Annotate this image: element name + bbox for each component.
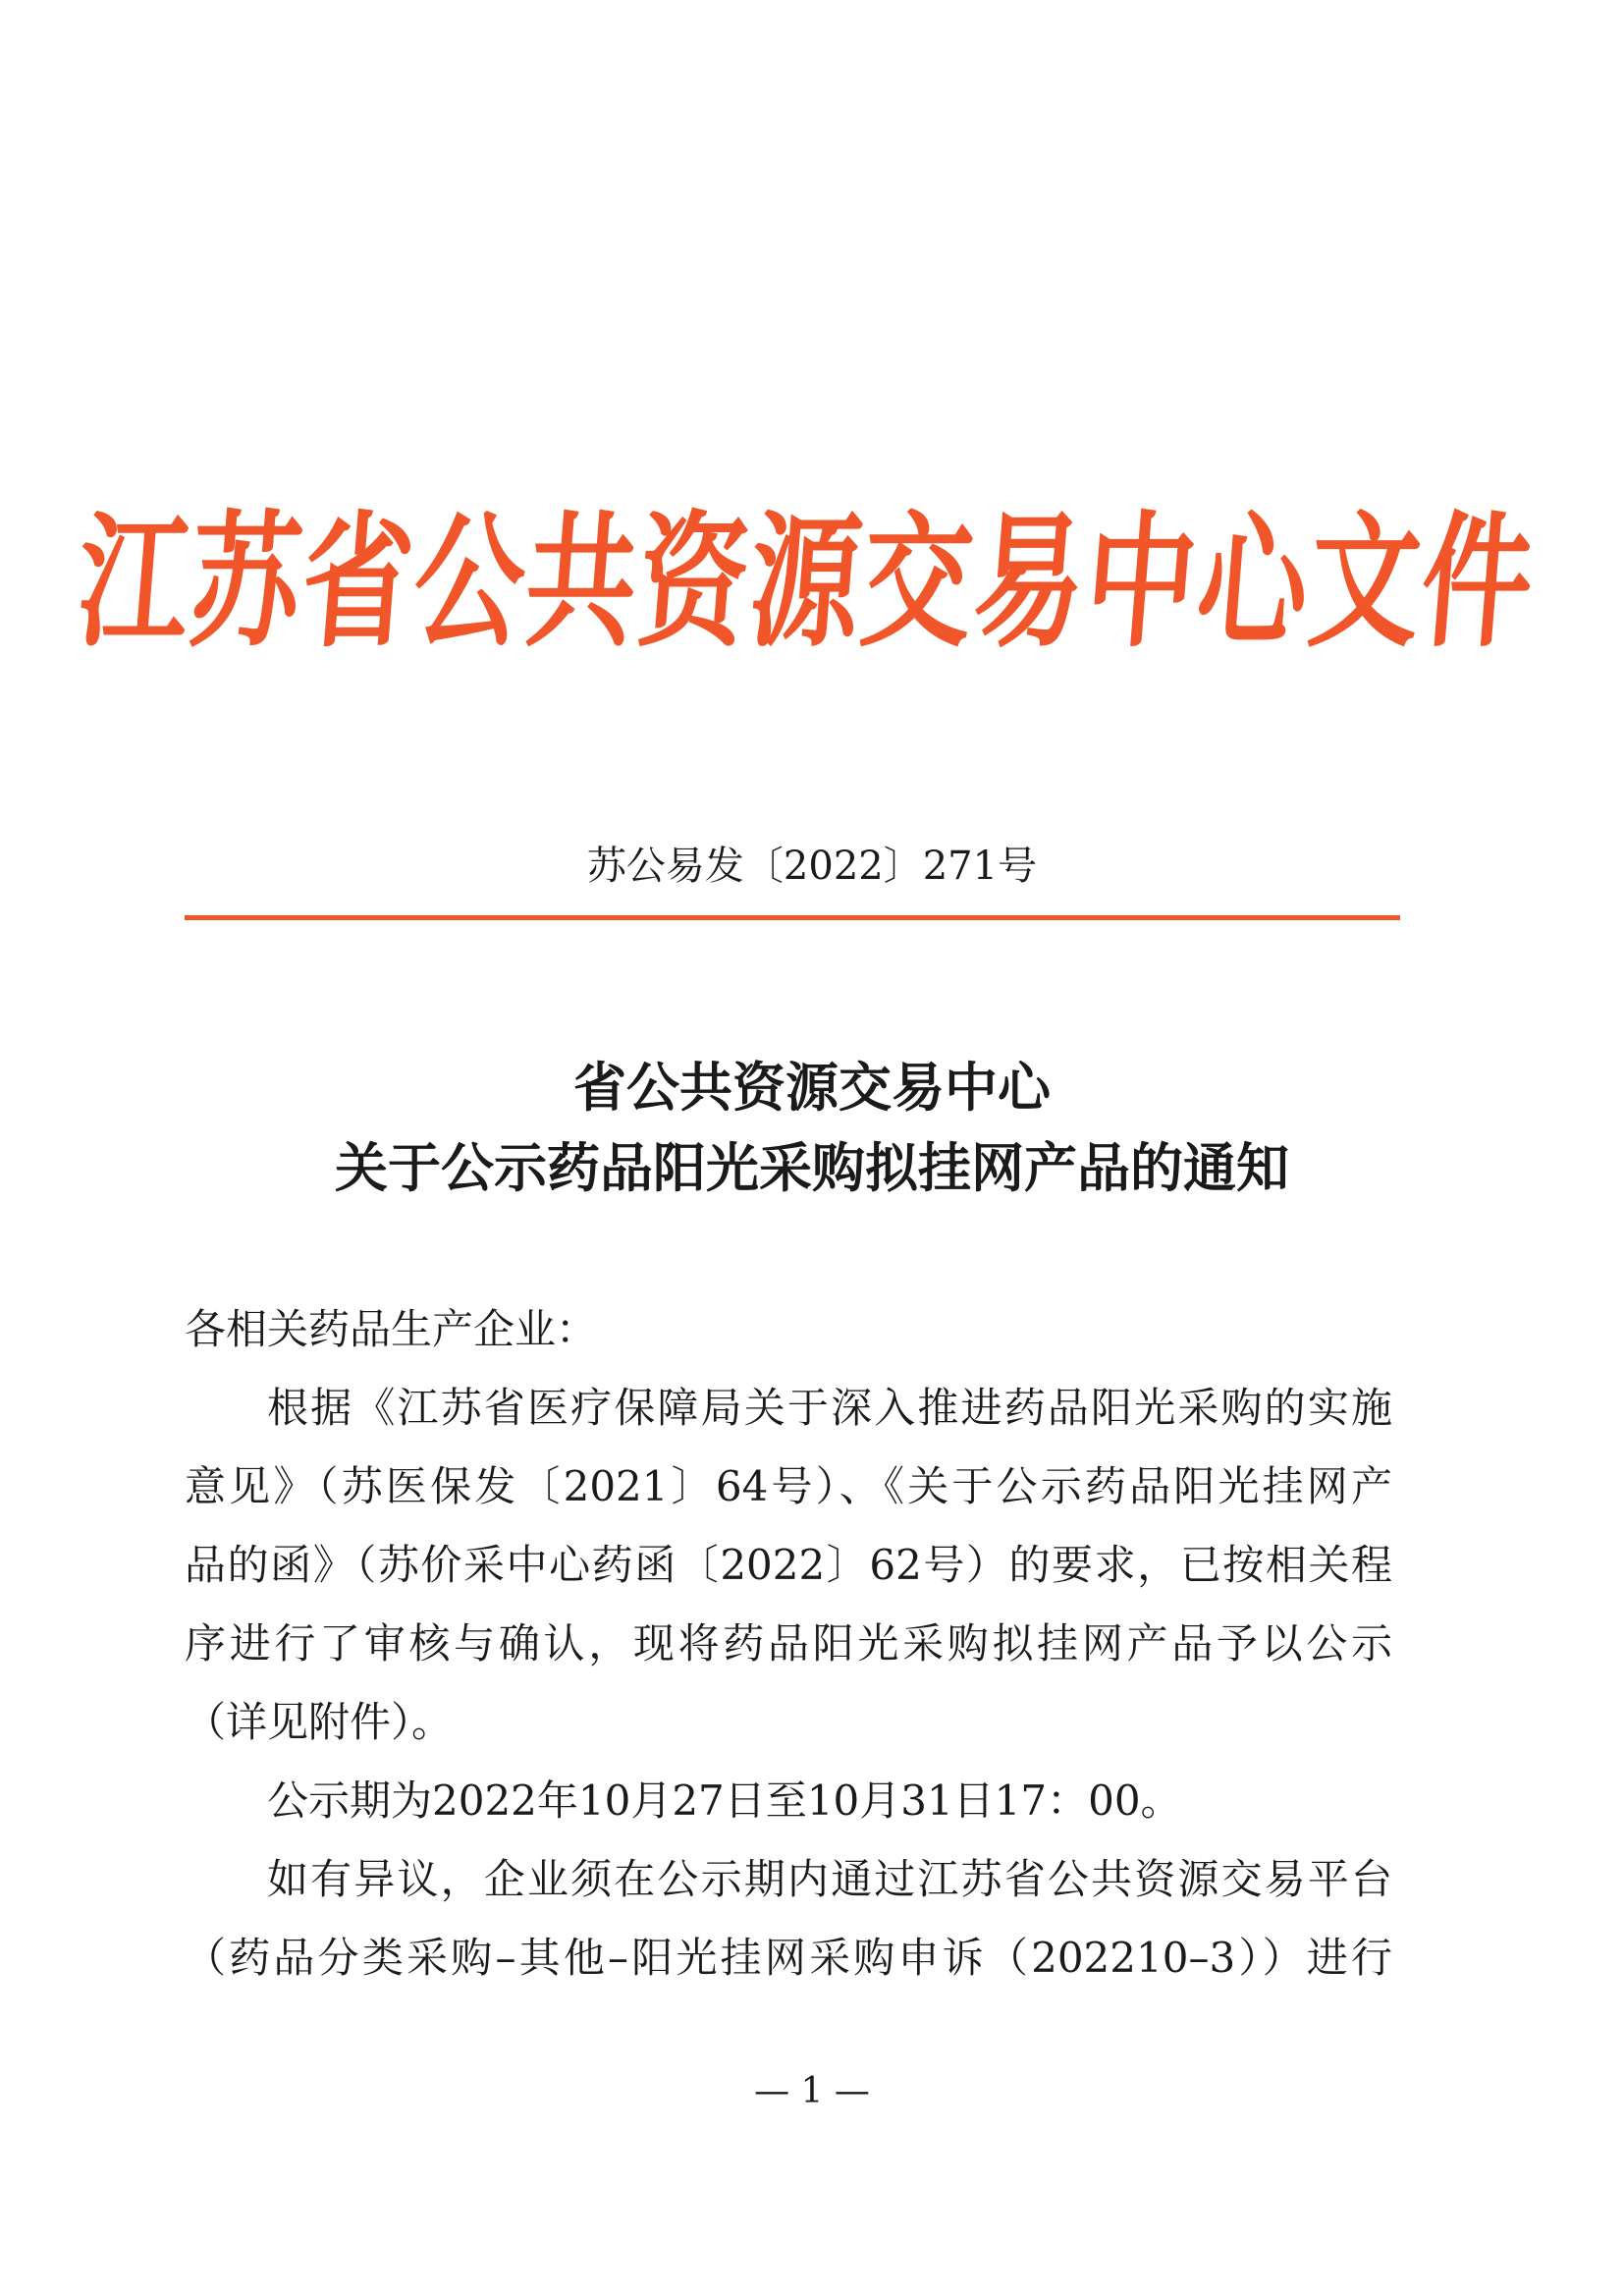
notice-title-line-2: 关于公示药品阳光采购拟挂网产品的通知 [335,1136,1289,1199]
notice-title-line-1: 省公共资源交易中心 [573,1056,1051,1119]
body-line: （药品分类采购–其他–阳光挂网采购申诉（202210–3））进行 [185,1934,1392,1982]
body-line: 序进行了审核与确认，现将药品阳光采购拟挂网产品予以公示 [185,1619,1392,1667]
body-line: 品的函》（苏价采中心药函〔2022〕62号）的要求，已按相关程 [185,1541,1392,1589]
salutation: 各相关药品生产企业： [185,1305,598,1353]
red-divider-line [185,915,1400,920]
document-masthead: 江苏省公共资源交易中心文件 [72,499,1541,668]
body-line: 意见》（苏医保发〔2021〕64号）、《关于公示药品阳光挂网产 [185,1462,1392,1510]
document-number: 苏公易发〔2022〕271号 [586,844,1038,889]
body-line: 如有异议，企业须在公示期内通过江苏省公共资源交易平台 [267,1855,1392,1903]
publicity-period: 公示期为2022年10月27日至10月31日17：00。 [267,1777,1182,1825]
body-line: （详见附件）。 [185,1698,454,1746]
body-line: 根据《江苏省医疗保障局关于深入推进药品阳光采购的实施 [267,1384,1392,1432]
page-number: — 1 — [754,2071,870,2111]
